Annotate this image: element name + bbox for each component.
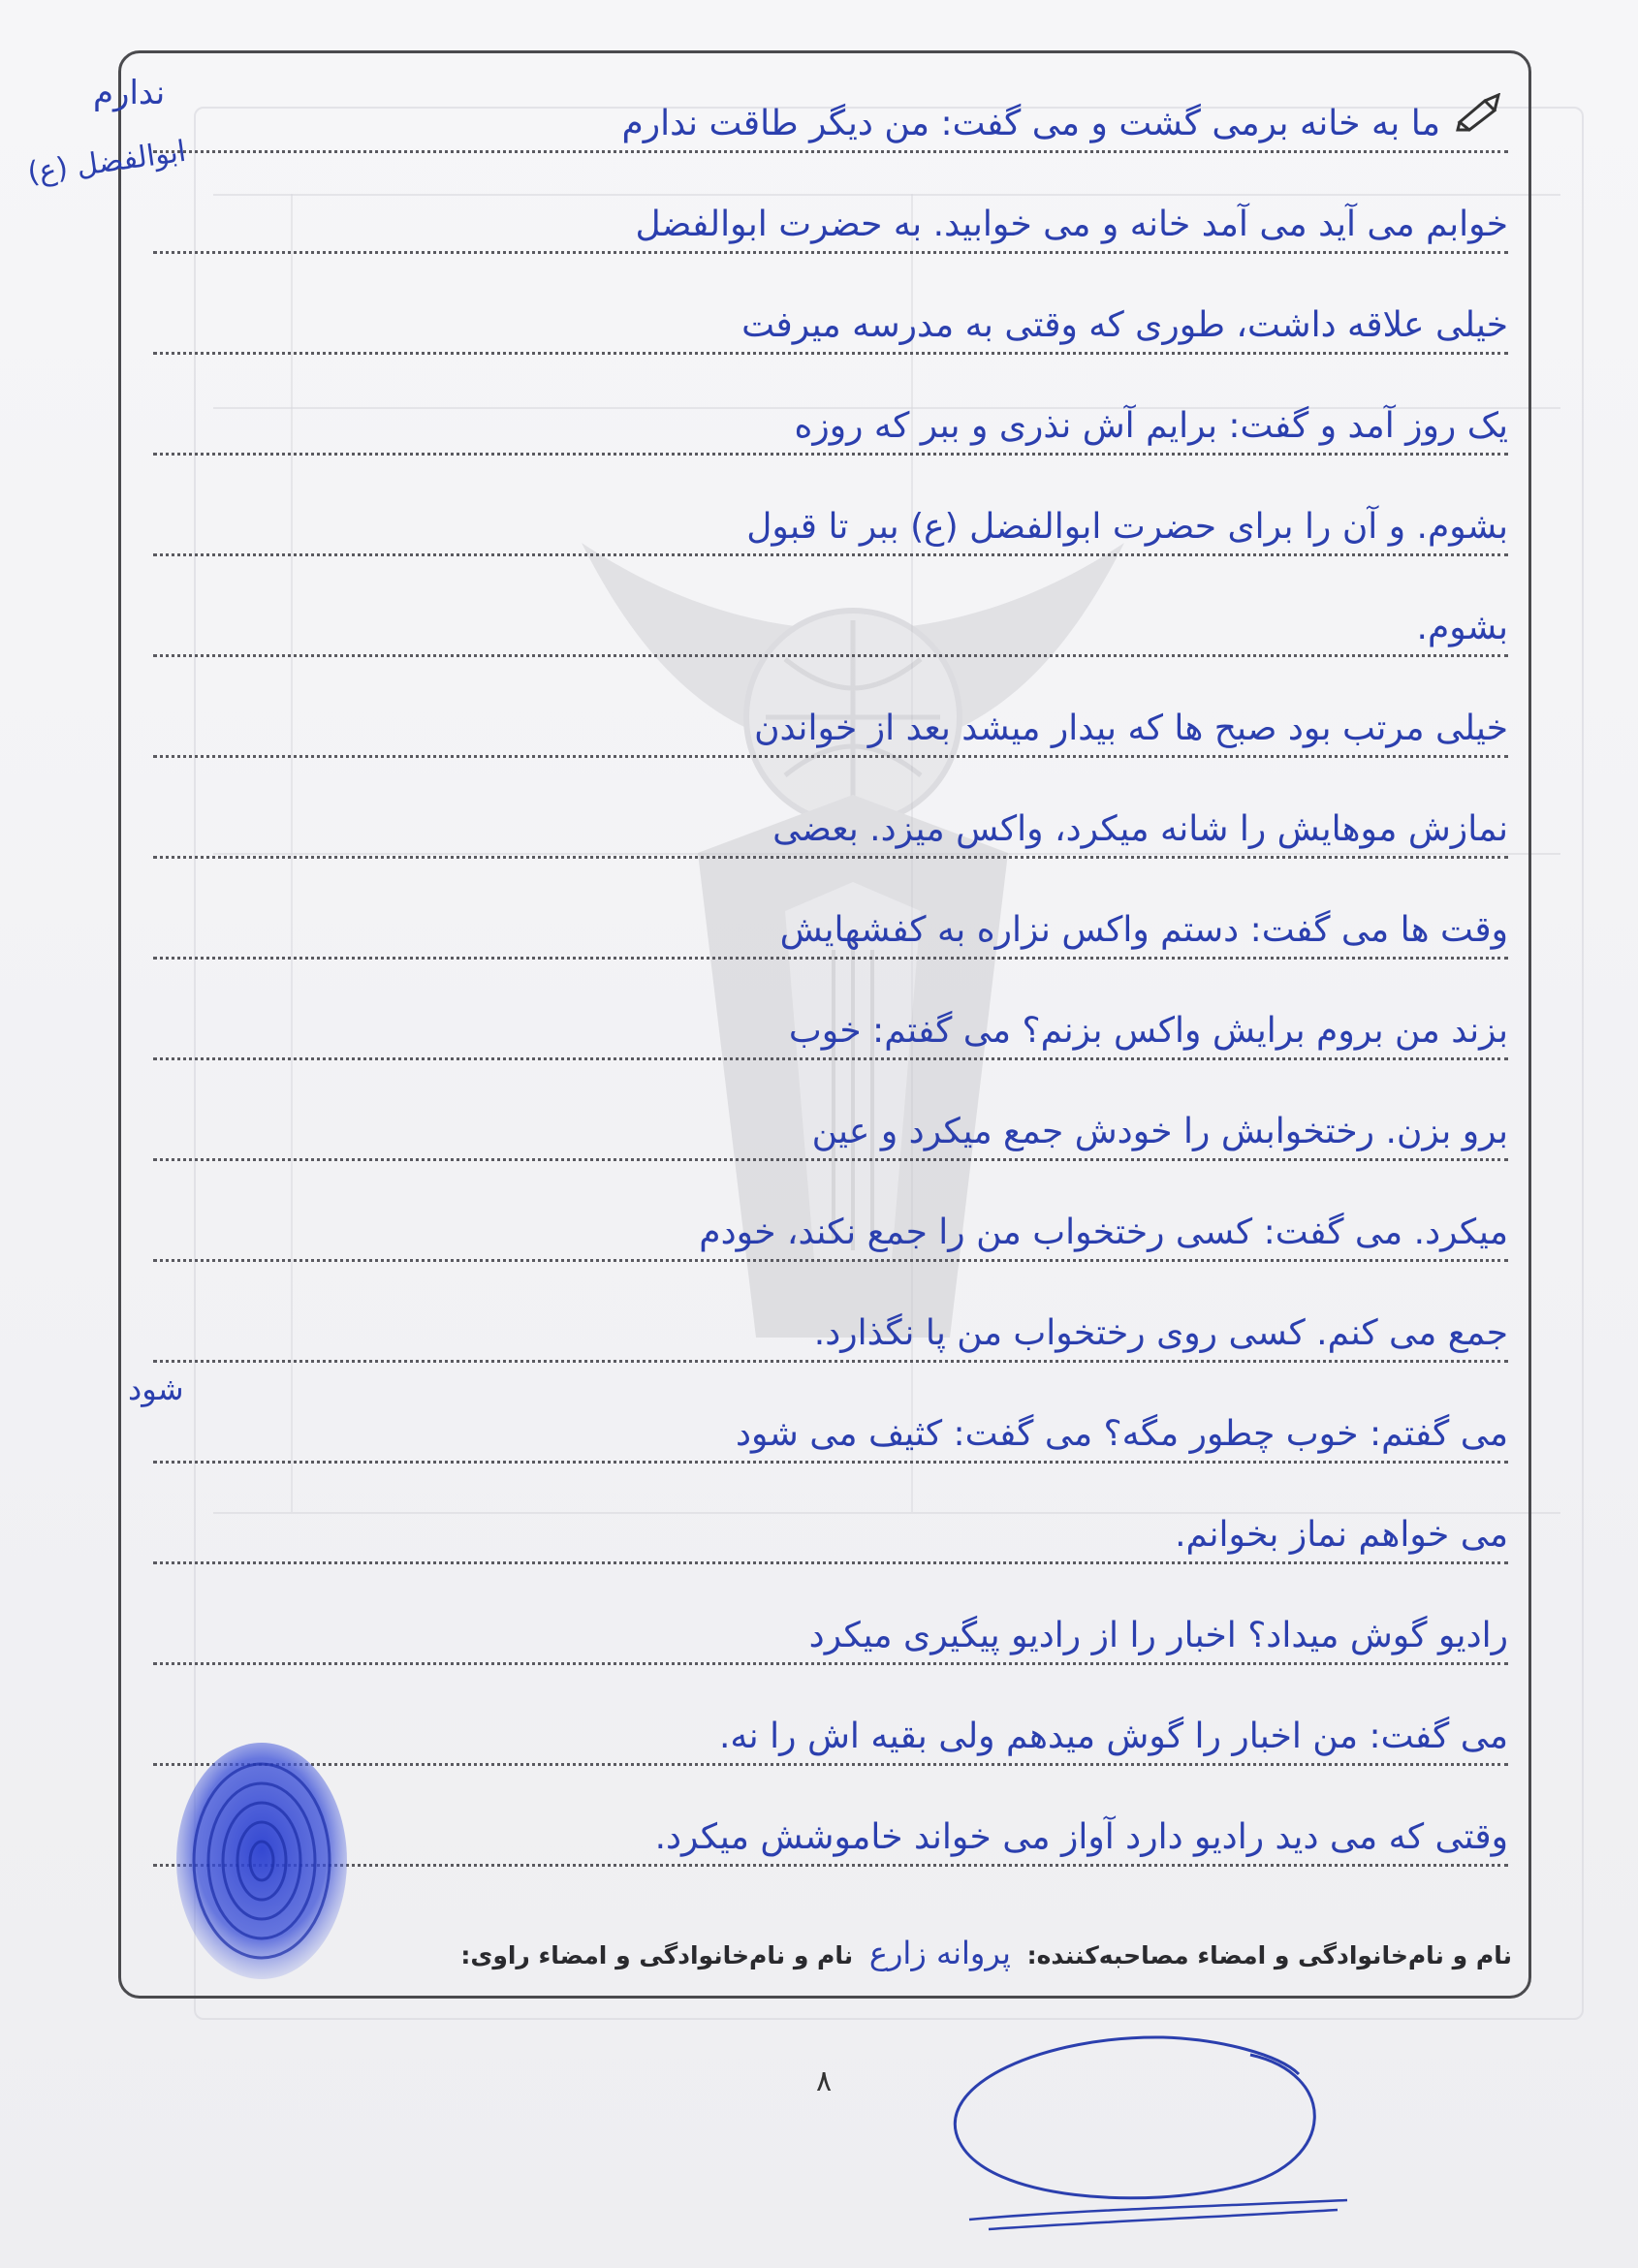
dotted-rule [153,1057,1508,1060]
dotted-rule [153,453,1508,456]
handwritten-line [153,361,1508,461]
line-text: خیلی علاقه داشت، طوری که وقتی به مدرسه میرفت [741,305,1508,345]
dotted-rule [153,957,1508,960]
handwritten-line [153,1167,1508,1268]
dotted-rule [153,251,1508,254]
handwritten-line [153,260,1508,361]
handwritten-line [153,764,1508,865]
line-text: برو بزن. رختخوابش را خودش جمع میکرد و عین [811,1112,1508,1151]
handwritten-line [153,965,1508,1066]
handwritten-line [153,1268,1508,1369]
dotted-rule [153,1158,1508,1161]
page-number: ۸ [815,2064,833,2098]
line-text: میکرد. می گفت: کسی رختخواب من را جمع نکند، خودم [699,1213,1508,1252]
dotted-rule [153,1259,1508,1262]
line-text: خیلی مرتب بود صبح ها که بیدار میشد بعد از خواندن [754,709,1508,748]
line-text: رادیو گوش میداد؟ اخبار را از رادیو پیگیری میکرد [808,1616,1508,1655]
interviewer-signature: پروانه زارع [868,1935,1011,1971]
dotted-rule [153,856,1508,859]
dotted-rule [153,1360,1508,1363]
dotted-rule [153,553,1508,556]
handwritten-line [153,663,1508,764]
interviewer-label: نام و نام‌خانوادگی و امضاء مصاحبه‌کننده: [1026,1941,1512,1969]
handwritten-line [153,159,1508,260]
handwritten-line [153,1570,1508,1671]
dotted-rule [153,1662,1508,1665]
dotted-rule [153,352,1508,355]
line-text: ما به خانه برمی گشت و می گفت: من دیگر طاقت ندارم [621,104,1440,143]
line-text: بزند من بروم برایش واکس بزنم؟ می گفتم: خوب [788,1011,1508,1051]
line-text: خوابم می آید می آمد خانه و می خوابید. به حضرت ابوالفضل [635,205,1508,244]
footer-signature-line [145,1935,1512,1993]
handwritten-signature [930,2016,1357,2249]
dotted-rule [153,1461,1508,1464]
handwritten-line [153,1469,1508,1570]
dotted-rule [153,755,1508,758]
line-text: وقت ها می گفت: دستم واکس نزاره به کفشهایش [779,910,1508,950]
margin-note-sod: شود [128,1370,184,1407]
line-text: می خواهم نماز بخوانم. [1175,1515,1508,1555]
dotted-rule [153,654,1508,657]
line-text: می گفتم: خوب چطور مگه؟ می گفت: کثیف می شود [736,1414,1508,1454]
handwritten-line [153,562,1508,663]
line-text: یک روز آمد و گفت: برایم آش نذری و ببر که روزه [794,406,1508,446]
line-text: بشوم. و آن را برای حضرت ابوالفضل (ع) ببر تا قبول [746,507,1508,547]
handwritten-line [153,461,1508,562]
margin-note-left: ابوالفضل (ع) [25,134,189,191]
line-text: جمع می کنم. کسی روی رختخواب من پا نگذارد. [813,1313,1508,1353]
narrator-label: نام و نام‌خانوادگی و امضاء راوی: [460,1941,854,1969]
dotted-rule [153,1561,1508,1564]
line-text: نمازش موهایش را شانه میکرد، واکس میزد. بعضی [772,809,1508,849]
line-text: می گفت: من اخبار را گوش میدهم ولی بقیه اش را نه. [718,1717,1508,1756]
margin-note-top: ندارم [93,74,166,112]
dotted-rule [153,150,1508,153]
line-text: وقتی که می دید رادیو دارد آواز می خواند خاموشش میکرد. [654,1817,1508,1857]
handwritten-line [153,58,1508,159]
handwritten-line [153,865,1508,965]
line-text: بشوم. [1416,608,1508,647]
handwritten-line [153,1369,1508,1469]
handwritten-line [153,1066,1508,1167]
